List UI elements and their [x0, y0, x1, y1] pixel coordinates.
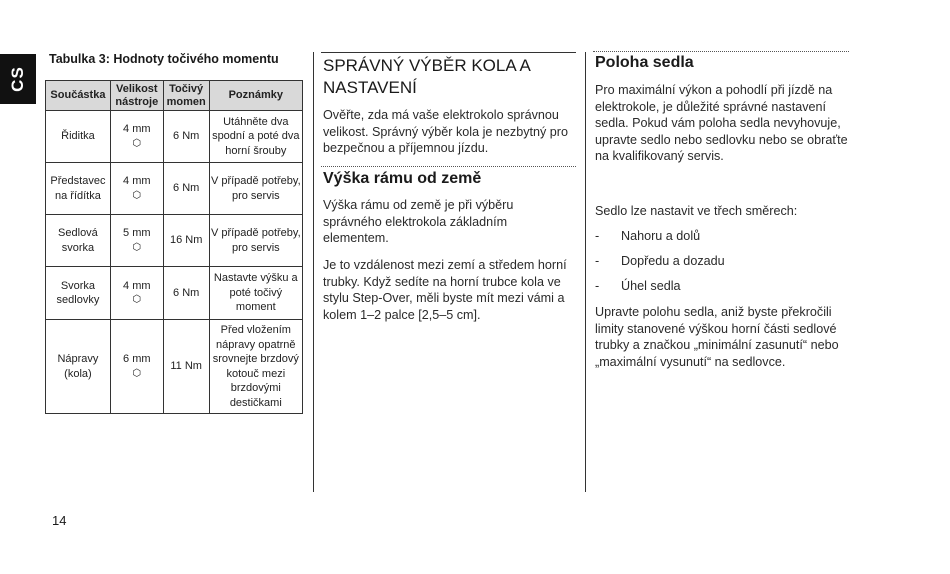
- header-notes: Poznámky: [209, 81, 302, 111]
- cell-torque: 16 Nm: [163, 215, 209, 267]
- frame-height-para-2: Je to vzdálenost mezi zemí a středem horní trubky. Když sedíte na horní trubce kola ve stylu Step-Over, měli byste mít mezi vámi a kolem 1–2 palce [2,5–5 cm].: [323, 258, 567, 322]
- saddle-position-para-2: Sedlo lze nastavit ve třech směrech:: [595, 204, 798, 218]
- table-row: [46, 163, 303, 215]
- cell-torque: 11 Nm: [163, 320, 209, 414]
- cell-torque: 6 Nm: [163, 267, 209, 320]
- header-tool-size: Velikost nástroje: [110, 81, 163, 111]
- adjustment-directions-list: [595, 228, 845, 303]
- frame-height-para-1: Výška rámu od země je při výběru správného elektrokola základním elementem.: [323, 198, 514, 245]
- list-dash: -: [595, 279, 600, 293]
- torque-table: [45, 80, 303, 414]
- middle-heading: SPRÁVNÝ VÝBĚR KOLA A NASTAVENÍ: [323, 56, 530, 97]
- cell-part: Řiditka: [46, 111, 111, 163]
- tool-size: 4 mm: [123, 175, 151, 188]
- frame-height-heading: Výška rámu od země: [323, 170, 482, 187]
- middle-top-rule: [321, 52, 576, 53]
- cell-tool: [110, 163, 163, 215]
- column-divider-right: [585, 52, 586, 492]
- table-title: Tabulka 3: Hodnoty točivého momentu: [49, 52, 279, 66]
- language-tab: [0, 54, 36, 104]
- cell-torque: 6 Nm: [163, 163, 209, 215]
- list-item-label: Nahoru a dolů: [621, 229, 701, 243]
- hex-key-icon: ⬡: [132, 241, 142, 253]
- hex-key-icon: ⬡: [132, 367, 142, 379]
- language-code: CS: [8, 66, 27, 92]
- cell-tool: [110, 267, 163, 320]
- tool-size: 6 mm: [123, 353, 151, 366]
- hex-key-icon: ⬡: [132, 137, 142, 149]
- list-item: [595, 278, 845, 303]
- right-top-rule: [593, 51, 849, 52]
- cell-part: Představec na řídítka: [46, 163, 111, 215]
- cell-part: Svorka sedlovky: [46, 267, 111, 320]
- hex-key-icon: ⬡: [132, 189, 142, 201]
- cell-tool: [110, 111, 163, 163]
- saddle-position-heading: Poloha sedla: [595, 54, 694, 71]
- list-item: [595, 228, 845, 253]
- cell-note: Utáhněte dva spodní a poté dva horní šrouby: [209, 111, 302, 163]
- hex-key-icon: ⬡: [132, 294, 142, 306]
- list-item-label: Úhel sedla: [621, 279, 681, 293]
- middle-section-divider: [321, 166, 576, 167]
- tool-size: 5 mm: [123, 227, 151, 240]
- cell-note: V případě potřeby, pro servis: [209, 163, 302, 215]
- list-item-label: Dopředu a dozadu: [621, 254, 725, 268]
- saddle-position-para-3: Upravte polohu sedla, aniž byste překročili limity stanovené výškou horní části sedlové trubky a značkou „minimální zasunutí“ nebo „maximální vysunutí“ na sedlovce.: [595, 305, 839, 369]
- table-row: [46, 215, 303, 267]
- table-row: [46, 320, 303, 414]
- middle-intro: Ověřte, zda má vaše elektrokolo správnou velikost. Správný výběr kola je nezbytný pro bezpečnou a příjemnou jízdu.: [323, 108, 568, 155]
- cell-tool: [110, 320, 163, 414]
- column-divider-left: [313, 52, 314, 492]
- page-number: 14: [52, 513, 67, 528]
- cell-tool: [110, 215, 163, 267]
- cell-note: Nastavte výšku a poté točivý moment: [209, 267, 302, 320]
- cell-part: Sedlová svorka: [46, 215, 111, 267]
- list-dash: -: [595, 254, 600, 268]
- header-part: Součástka: [46, 81, 111, 111]
- tool-size: 4 mm: [123, 123, 151, 136]
- cell-note: Před vložením nápravy opatrně srovnejte brzdový kotouč mezi brzdovými destičkami: [209, 320, 302, 414]
- list-dash: -: [595, 229, 600, 243]
- header-torque: Točivý momen: [163, 81, 209, 111]
- saddle-position-para-1: Pro maximální výkon a pohodlí při jízdě na elektrokole, je důležité správné nastavení sedla. Pokud vám poloha sedla nevyhovuje, upravte sedlo nebo sedlovku nebo se obraťte na kvalifikovaný servis.: [595, 83, 848, 163]
- table-row: [46, 267, 303, 320]
- cell-note: V případě potřeby, pro servis: [209, 215, 302, 267]
- tool-size: 4 mm: [123, 279, 151, 292]
- cell-torque: 6 Nm: [163, 111, 209, 163]
- table-row: [46, 111, 303, 163]
- table-header-row: [46, 81, 303, 111]
- cell-part: Nápravy (kola): [46, 320, 111, 414]
- list-item: [595, 253, 845, 278]
